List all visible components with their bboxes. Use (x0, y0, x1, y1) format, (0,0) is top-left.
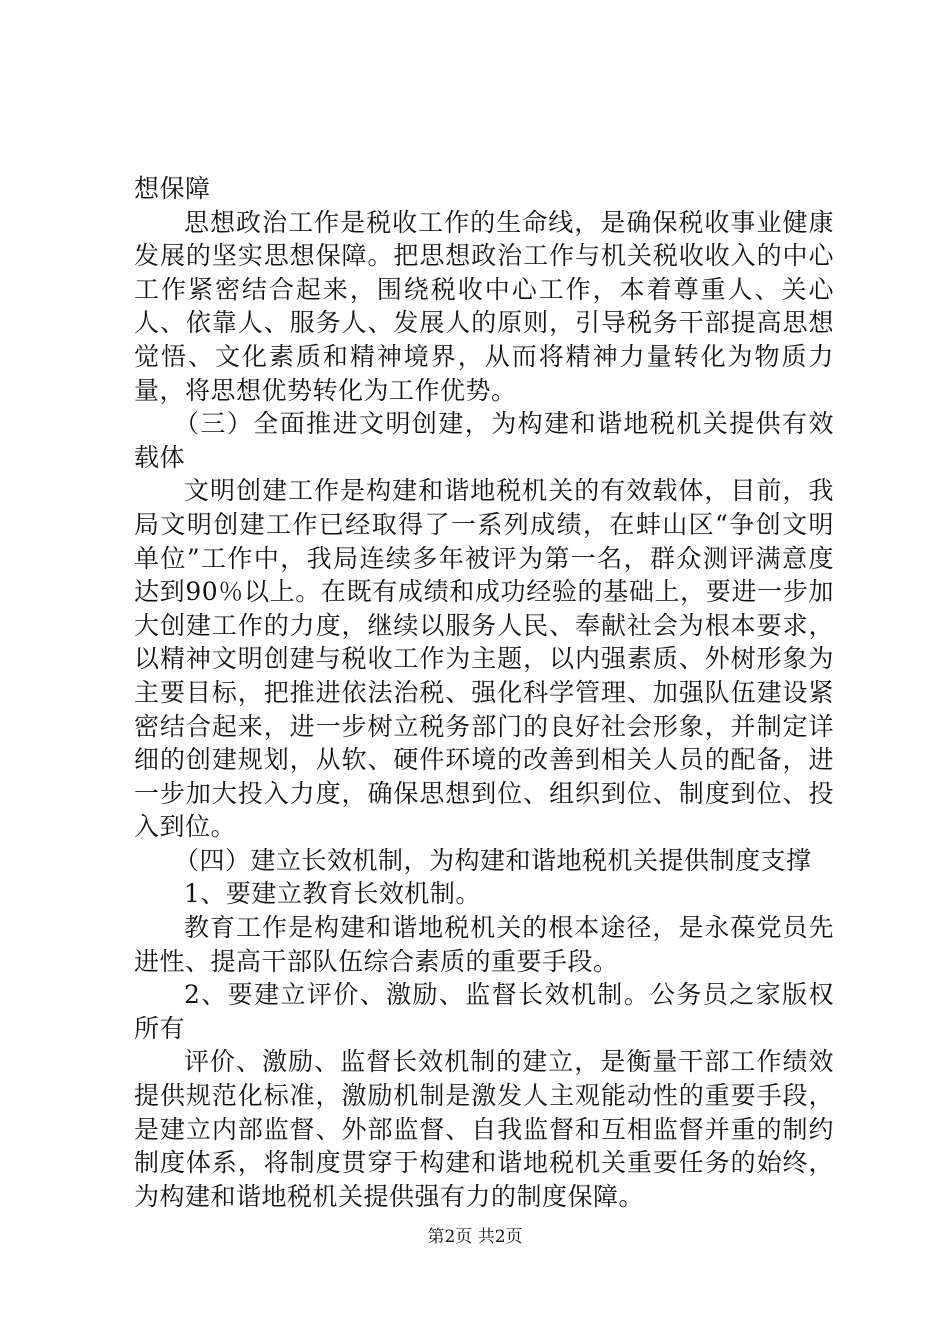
section-heading-four: （四）建立长效机制，为构建和谐地税机关提供制度支撑 (174, 845, 812, 875)
paragraph-education-work: 教育工作是构建和谐地税机关的根本途径，是永葆党员先进性、提高干部队伍综合素质的重要手段。 (134, 913, 834, 976)
subheading-education-mechanism: 1、要建立教育长效机制。 (184, 879, 481, 909)
paragraph-civilization-building: 文明创建工作是构建和谐地税机关的有效载体，目前，我局文明创建工作已经取得了一系列成绩，在蚌山区“争创文明单位”工作中，我局连续多年被评为第一名，群众测评满意度达到90％以上。在既有成绩和成功经验的基础上，要进一步加大创建工作的力度，继续以服务人民、奉献社会为根本要求，以精神文明创建与税收工作为主题，以内强素质、外树形象为主要目标，把推进依法治税、强化科学管理、加强队伍建设紧密结合起来，进一步树立税务部门的良好社会形象，并制定详细的创建规划，从软、硬件环境的改善到相关人员的配备，进一步加大投入力度，确保思想到位、组织到位、制度到位、投入到位。 (134, 476, 834, 842)
document-body (134, 172, 834, 1213)
page-number-footer: 第2页 共2页 (427, 1227, 523, 1247)
subheading-evaluation-mechanism: 2、要建立评价、激励、监督长效机制。公务员之家版权所有 (134, 980, 834, 1043)
paragraph-ideological-work: 思想政治工作是税收工作的生命线，是确保税收事业健康发展的坚实思想保障。把思想政治工作与机关税收收入的中心工作紧密结合起来，围绕税收中心工作，本着尊重人、关心人、依靠人、服务人、发展人的原则，引导税务干部提高思想觉悟、文化素质和精神境界，从而将精神力量转化为物质力量，将思想优势转化为工作优势。 (134, 207, 834, 405)
paragraph-continuation: 想保障 (134, 174, 211, 203)
paragraph-evaluation-work: 评价、激励、监督长效机制的建立，是衡量干部工作绩效提供规范化标准，激励机制是激发人主观能动性的重要手段，是建立内部监督、外部监督、自我监督和互相监督并重的制约制度体系，将制度贯穿于构建和谐地税机关重要任务的始终，为构建和谐地税机关提供强有力的制度保障。 (134, 1047, 834, 1211)
section-heading-three: （三）全面推进文明创建，为构建和谐地税机关提供有效载体 (134, 409, 834, 472)
